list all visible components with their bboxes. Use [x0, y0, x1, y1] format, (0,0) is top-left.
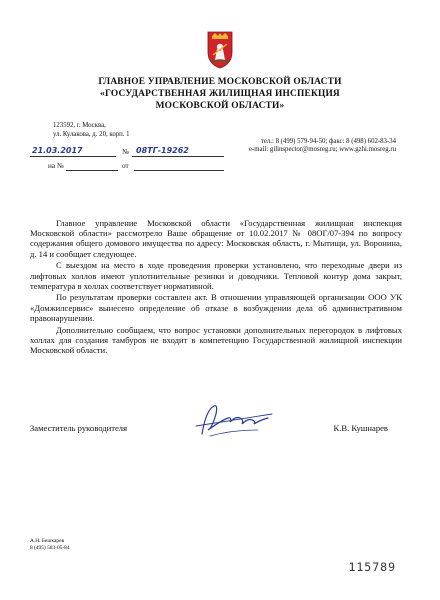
executor-phone: 8 (495) 583-05-84 [30, 545, 70, 551]
reference-line [30, 161, 270, 173]
signatory-name: К.В. Кушнарев [333, 423, 388, 433]
contact-info [249, 138, 396, 154]
document-number: 115789 [348, 560, 396, 574]
letter-body [30, 218, 402, 357]
registration-number: 08ТГ-19262 [136, 146, 189, 155]
organization-title [40, 76, 400, 112]
executor-name: А.Н. Бешкарев [30, 538, 65, 544]
paragraph-3: По результатам проверки составлен акт. В отношении управляющей организации ООО УК «Домжилсервис» вынесено определение об отказе в возбуждении дела об административном правонарушении. [30, 292, 402, 323]
handwritten-signature [192, 400, 276, 440]
ref-from-label: от [122, 162, 129, 170]
contact-line-phone: тел.: 8 (499) 579-94-50; факс: 8 (498) 602-83-34 [260, 138, 396, 145]
registration-date: 21.03.2017 [32, 146, 83, 155]
coat-of-arms-icon [203, 30, 237, 70]
signatory-position: Заместитель руководителя [30, 423, 128, 433]
paragraph-2: С выездом на место в ходе проведения проверки установлено, что переходные двери из лифтовых холлов имеют уплотнительные резинки и доводчики. Тепловой контур дома закрыт, температура в холлах соответствует нормативной. [30, 260, 402, 291]
ref-number-underline [66, 170, 118, 171]
address-line-1: 123592, г. Москва, [53, 122, 106, 129]
ref-number-label: на № [48, 162, 64, 170]
ref-date-underline [134, 170, 224, 171]
date-underline [30, 156, 116, 157]
number-underline [132, 156, 224, 157]
registration-line [30, 146, 270, 160]
postal-address [53, 121, 130, 139]
contact-line-email: e-mail: gilinspector@mosreg.ru; www.gzhi.mosreg.ru [248, 146, 396, 153]
executor-info [30, 538, 70, 552]
number-label: № [122, 148, 129, 156]
address-line-2: ул. Кулакова, д. 20, корп. 1 [53, 131, 130, 138]
paragraph-4: Дополнительно сообщаем, что вопрос установки дополнительных перегородок в лифтовых холлах для создания тамбуров не входит в компетенцию Государственной жилищной инспекции Московской области. [30, 324, 402, 355]
title-line-1: ГЛАВНОЕ УПРАВЛЕНИЕ МОСКОВСКОЙ ОБЛАСТИ [98, 77, 342, 87]
title-line-2: «ГОСУДАРСТВЕННАЯ ЖИЛИЩНАЯ ИНСПЕКЦИЯ [100, 89, 340, 99]
paragraph-1: Главное управление Московской области «Государственная жилищная инспекция Московской области» рассмотрело Ваше обращение от 10.02.2017 № 08ОГ/07-394 по вопросу содержания общего домового имущества по адресу: Московская область, г. Мытищи, ул. Воронина, д. 14 и сообщает следующее. [30, 218, 402, 259]
title-line-3: МОСКОВСКОЙ ОБЛАСТИ» [155, 101, 285, 111]
